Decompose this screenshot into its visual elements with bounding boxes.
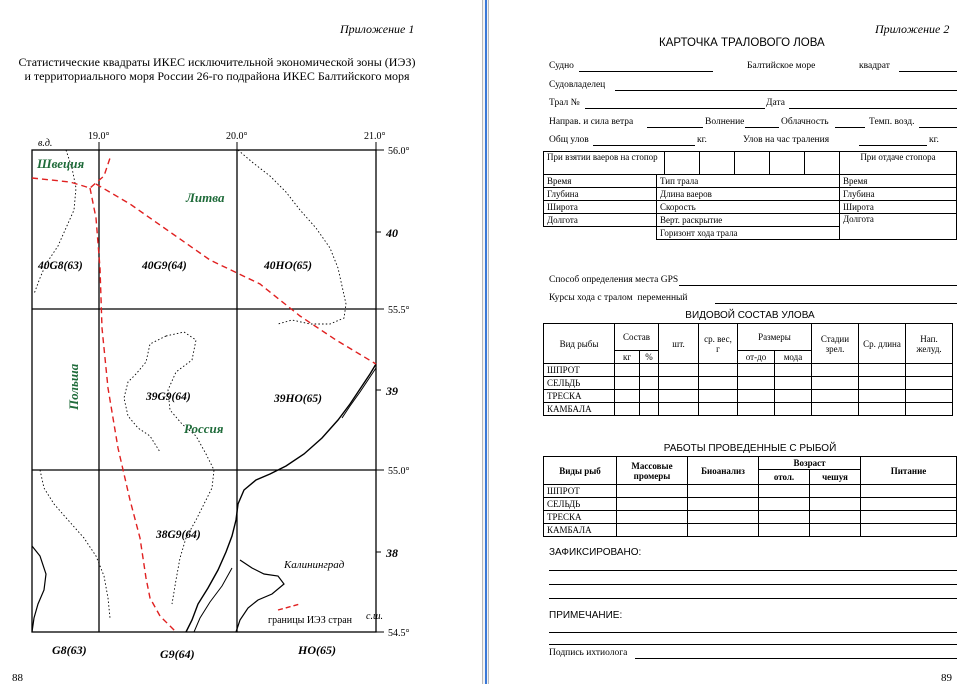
trawl-table: [543, 151, 957, 240]
field-cloud: Облачность: [781, 117, 829, 127]
position-method: Способ определения места GPS: [549, 275, 679, 285]
corner-label-north: с.ш.: [366, 611, 383, 622]
page-number-right: 89: [941, 672, 952, 684]
legend-eez-line: [278, 604, 300, 610]
lat-label-55: 55.0°: [388, 466, 410, 477]
poland-coast: [32, 546, 46, 632]
row-latitude-right: Широта: [840, 201, 957, 214]
lat-label-55-5: 55.5°: [388, 305, 410, 316]
col-label-ho: НО(65): [298, 643, 336, 657]
square-40ho: 40НО(65): [264, 260, 312, 272]
row-longitude-right: Долгота: [840, 214, 957, 240]
trawl-course: Курсы хода с тралом переменный: [549, 293, 688, 303]
field-kg-2: кг.: [929, 135, 939, 145]
work-table: Виды рыб Массовые промеры Биоанализ Возраст Питание отол. чешуя ШПРОТ СЕЛЬДЬ ТРЕСКА КАМБАЛА: [543, 456, 957, 537]
note-label: ПРИМЕЧАНИЕ:: [549, 610, 623, 621]
row-warp-length: Длина ваеров: [657, 188, 840, 201]
row-label-39: 39: [386, 384, 398, 398]
page-number-left: 88: [12, 672, 23, 684]
stopper-on-label: При взятии ваеров на стопор: [544, 152, 665, 175]
row-vertical-opening: Верт. раскрытие: [657, 214, 840, 227]
work-row: ТРЕСКА: [544, 511, 617, 524]
country-russia: Россия: [184, 421, 224, 436]
species-row: СЕЛЬДЬ: [544, 377, 615, 390]
work-section-title: РАБОТЫ ПРОВЕДЕННЫЕ С РЫБОЙ: [663, 443, 837, 454]
field-vessel: Судно: [549, 61, 574, 71]
work-row: СЕЛЬДЬ: [544, 498, 617, 511]
page-divider: [482, 0, 489, 684]
work-row: КАМБАЛА: [544, 524, 617, 537]
lon-label-21: 21.0°: [364, 131, 386, 142]
ices-squares-map: [0, 128, 482, 660]
row-trawl-horizon: Горизонт хода трала: [657, 227, 840, 240]
row-time-right: Время: [840, 175, 957, 188]
field-air-temp: Темп. возд.: [869, 117, 915, 127]
square-39ho: 39НО(65): [274, 393, 322, 405]
col-label-g8: G8(63): [52, 643, 87, 657]
row-time: Время: [544, 175, 657, 188]
square-38g9: 38G9(64): [156, 529, 201, 541]
field-date: Дата: [766, 98, 785, 108]
species-row: ШПРОТ: [544, 364, 615, 377]
row-label-40: 40: [386, 226, 398, 240]
field-waves: Волнение: [705, 117, 745, 127]
row-trawl-type: Тип трала: [657, 175, 840, 188]
corner-label-east: в.д.: [38, 138, 53, 149]
field-owner: Судовладелец: [549, 80, 606, 90]
field-catch-per-hour: Улов на час траления: [743, 135, 830, 145]
col-label-g9: G9(64): [160, 647, 195, 660]
field-sea: Балтийское море: [747, 61, 816, 71]
stopper-off-label: При отдаче стопора: [840, 152, 957, 175]
lat-label-54-5: 54.5°: [388, 628, 410, 639]
legend-eez-label: границы ИЭЗ стран: [268, 615, 352, 626]
field-wind: Направ. и сила ветра: [549, 117, 634, 127]
square-40g9: 40G9(64): [142, 260, 187, 272]
row-longitude: Долгота: [544, 214, 657, 227]
species-row: ТРЕСКА: [544, 390, 615, 403]
country-poland: Польша: [66, 363, 81, 410]
country-sweden: Швеция: [37, 156, 85, 171]
appendix-label-right: Приложение 2: [875, 22, 950, 36]
species-table: Вид рыбы Состав шт. ср. вес, г Размеры Стадии зрел. Ср. длина Нап. желуд. кг % от-до мода ШПРОТ СЕЛЬДЬ ТРЕСКА КАМБАЛА: [543, 323, 953, 416]
species-row: КАМБАЛА: [544, 403, 615, 416]
map-title: Статистические квадраты ИКЕС исключительной экономической зоны (ИЭЗ) и территориального моря России 26-го подрайона ИКЕС Балтийского моря: [18, 55, 416, 83]
city-kaliningrad: Калининград: [284, 559, 345, 571]
row-depth: Глубина: [544, 188, 657, 201]
row-latitude: Широта: [544, 201, 657, 214]
left-page: [0, 0, 482, 684]
form-title: КАРТОЧКА ТРАЛОВОГО ЛОВА: [659, 37, 825, 49]
appendix-label: Приложение 1: [340, 22, 415, 36]
signature-label: Подпись ихтиолога: [549, 648, 628, 658]
curonian-spit: [342, 368, 376, 418]
lon-label-20: 20.0°: [226, 131, 248, 142]
square-40g8: 40G8(63): [38, 260, 83, 272]
lon-label-19: 19.0°: [88, 131, 110, 142]
work-row: ШПРОТ: [544, 485, 617, 498]
field-total-catch: Общ улов: [549, 135, 589, 145]
field-kg: кг.: [697, 135, 707, 145]
field-trawl-no: Трал №: [549, 98, 580, 108]
row-speed: Скорость: [657, 201, 840, 214]
square-39g9: 39G9(64): [146, 391, 191, 403]
country-lithuania: Литва: [186, 190, 225, 205]
right-page: [489, 0, 969, 684]
recorded-label: ЗАФИКСИРОВАНО:: [549, 547, 642, 558]
row-depth-right: Глубина: [840, 188, 957, 201]
lat-label-56: 56.0°: [388, 146, 410, 157]
field-square: квадрат: [859, 61, 890, 71]
species-section-title: ВИДОВОЙ СОСТАВ УЛОВА: [685, 310, 815, 321]
row-label-38: 38: [386, 546, 398, 560]
